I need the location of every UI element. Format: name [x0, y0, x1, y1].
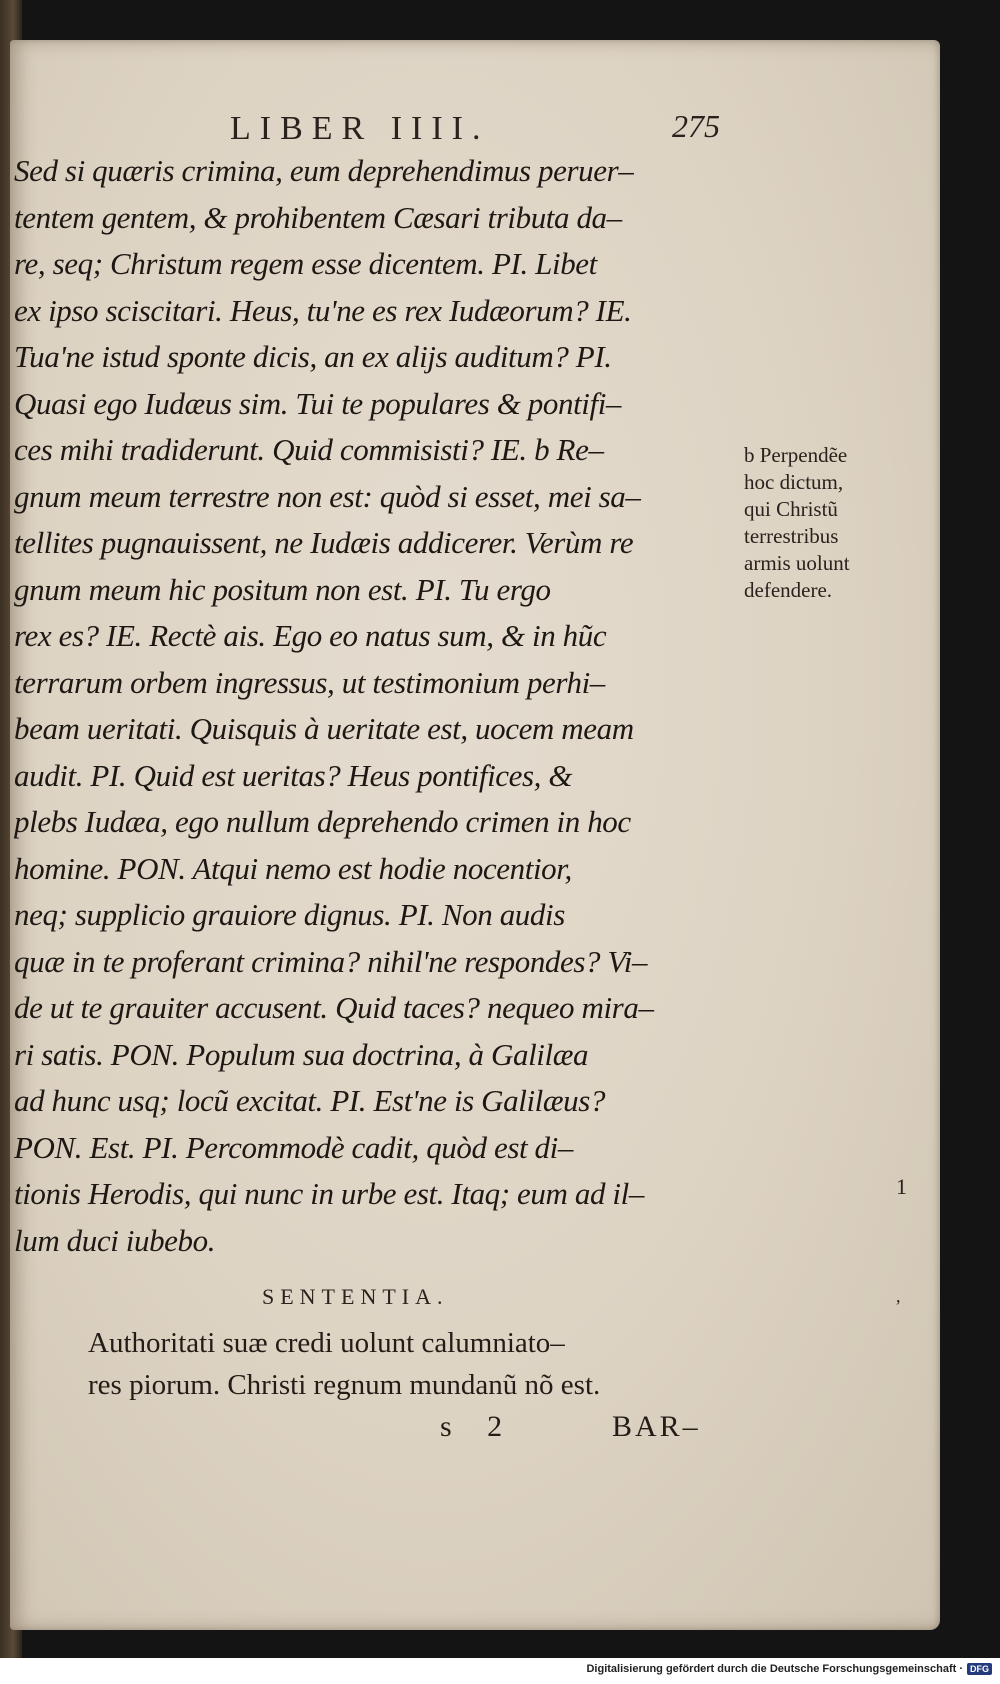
text-line: re, seq; Christum regem esse dicentem. PI. Libet: [14, 246, 597, 281]
footer-credit: [586, 1663, 992, 1675]
text-line: neq; supplicio grauiore dignus. PI. Non audis: [14, 897, 565, 932]
marginal-note-line: qui Christũ: [744, 497, 838, 521]
signature-mark: s 2: [440, 1410, 517, 1443]
main-text-block: [14, 148, 729, 1264]
text-line: ri satis. PON. Populum sua doctrina, à Galilæa: [14, 1036, 589, 1072]
text-line: ex ipso sciscitari. Heus, tu'ne es rex Iudæorum? IE.: [14, 292, 632, 328]
text-line: tionis Herodis, qui nunc in urbe est. Itaq; eum ad il–: [14, 1176, 644, 1211]
text-line: gnum meum terrestre non est: quòd si esset, mei sa–: [14, 478, 641, 514]
footer-credit-text: Digitalisierung gefördert durch die Deutsche Forschungsgemeinschaft ·: [586, 1663, 963, 1675]
marginal-note-line: defendere.: [744, 578, 833, 602]
footer-bar: [0, 1658, 1000, 1684]
catchline: [440, 1410, 740, 1444]
running-title: LIBER IIII.: [230, 110, 490, 147]
text-line: rex es? IE. Rectè ais. Ego eo natus sum, & in hũc: [14, 618, 607, 653]
sententia-text: [88, 1322, 728, 1406]
text-line: plebs Iudæa, ego nullum deprehendo crimen in hoc: [14, 804, 631, 839]
dfg-logo-icon: DFG: [967, 1663, 992, 1675]
text-line: tentem gentem, & prohibentem Cæsari tributa da–: [14, 199, 622, 235]
text-line: Tua'ne istud sponte dicis, an ex alijs auditum? PI.: [14, 339, 612, 374]
catchword: BAR–: [612, 1410, 701, 1443]
text-line: Sed si quæris crimina, eum deprehendimus peruer–: [14, 153, 634, 188]
stray-mark: ,: [896, 1286, 901, 1306]
marginal-note-line: armis uolunt: [744, 551, 850, 575]
sententia-line: res piorum. Christi regnum mundanũ nõ est.: [88, 1369, 601, 1401]
marginal-note-line: b Perpendẽe: [744, 443, 848, 467]
text-line: gnum meum hic positum non est. PI. Tu ergo: [14, 571, 551, 607]
text-line: tellites pugnauissent, ne Iudæis addicerer. Verùm re: [14, 525, 634, 560]
marginal-note-line: hoc dictum,: [744, 470, 844, 494]
text-line: ad hunc usq; locũ excitat. PI. Est'ne is Galilæus?: [14, 1083, 606, 1118]
text-line: quæ in te proferant crimina? nihil'ne respondes? Vi–: [14, 943, 648, 979]
text-line: Quasi ego Iudæus sim. Tui te populares & pontifi–: [14, 385, 622, 421]
sententia-line: Authoritati suæ credi uolunt calumniato–: [88, 1327, 565, 1359]
text-line: terrarum orbem ingressus, ut testimonium perhi–: [14, 664, 605, 700]
text-line: de ut te grauiter accusent. Quid taces? nequeo mira–: [14, 990, 654, 1025]
text-line: homine. PON. Atqui nemo est hodie nocentior,: [14, 850, 572, 886]
stray-mark: 1: [896, 1174, 907, 1199]
sententia-heading: SENTENTIA.: [262, 1284, 449, 1309]
text-line: beam ueritati. Quisquis à ueritate est, uocem meam: [14, 711, 634, 746]
text-line: audit. PI. Quid est ueritas? Heus pontifices, &: [14, 757, 573, 793]
text-line: PON. Est. PI. Percommodè cadit, quòd est di–: [14, 1129, 573, 1165]
page-number: 275: [672, 108, 720, 144]
text-line: ces mihi tradiderunt. Quid commisisti? IE. b Re–: [14, 432, 604, 467]
marginal-note-line: terrestribus: [744, 524, 839, 548]
text-line: lum duci iubebo.: [14, 1222, 216, 1258]
marginal-note: [744, 442, 914, 604]
